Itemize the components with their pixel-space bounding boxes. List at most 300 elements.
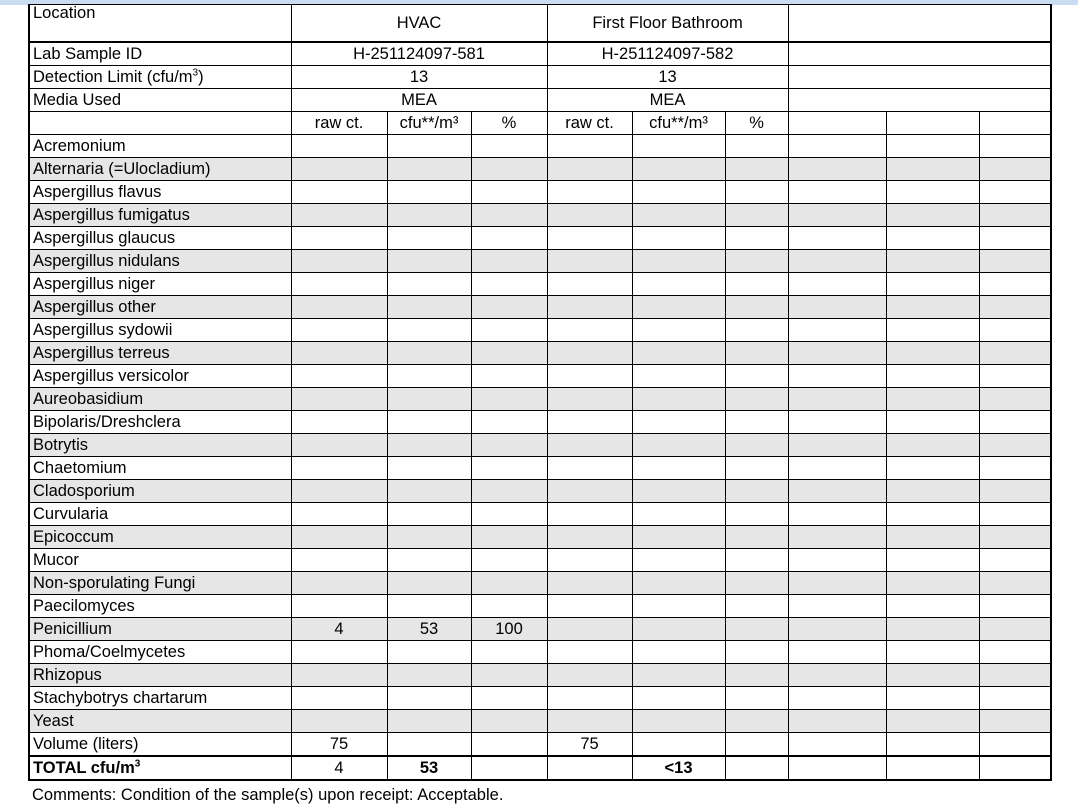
s2-raw-cell <box>547 549 632 572</box>
empty-cell <box>979 687 1051 710</box>
s2-pct-cell <box>725 687 788 710</box>
empty-cell <box>886 595 979 618</box>
table-row <box>29 687 1051 710</box>
s2-cfu-cell <box>632 434 725 457</box>
table-row <box>29 204 1051 227</box>
s2-pct-cell <box>725 365 788 388</box>
empty-cell <box>886 526 979 549</box>
volume-row <box>29 733 1051 757</box>
empty-cell <box>886 204 979 227</box>
s1-raw-cell <box>291 687 387 710</box>
s1-cfu-cell <box>387 250 471 273</box>
empty-cell <box>979 457 1051 480</box>
location-label: Location <box>29 5 291 43</box>
sample-2-detection-limit: 13 <box>547 66 788 89</box>
table-row <box>29 641 1051 664</box>
empty-cell <box>979 181 1051 204</box>
empty-sub-3 <box>979 112 1051 135</box>
empty-cell <box>788 411 886 434</box>
organism-name: Rhizopus <box>29 664 291 687</box>
table-row <box>29 480 1051 503</box>
s2-pct-cell <box>725 641 788 664</box>
total-label: TOTAL cfu/$m^3$ <box>29 756 291 780</box>
empty-cell <box>788 319 886 342</box>
s2-cfu-cell <box>632 549 725 572</box>
table-row <box>29 181 1051 204</box>
s2-pct-cell <box>725 480 788 503</box>
s1-pct-cell <box>471 342 547 365</box>
s1-volume: 75 <box>291 733 387 757</box>
empty-cell <box>788 480 886 503</box>
s2-raw-cell <box>547 480 632 503</box>
empty-sub-1 <box>788 112 886 135</box>
table-row <box>29 595 1051 618</box>
empty-cell <box>788 342 886 365</box>
table-row <box>29 457 1051 480</box>
s1-raw-cell <box>291 158 387 181</box>
empty-cell <box>788 434 886 457</box>
detection-limit-label: Detection Limit $(cfu/m^3)$ <box>29 66 291 89</box>
organism-name: Aspergillus fumigatus <box>29 204 291 227</box>
empty-lab-id-cell <box>788 42 1051 66</box>
empty-cell <box>788 756 886 780</box>
s1-cfu-cell <box>387 687 471 710</box>
s1-raw-cell: 4 <box>291 618 387 641</box>
organism-name: Cladosporium <box>29 480 291 503</box>
s1-cfu-header: cfu**/m³ <box>387 112 471 135</box>
s1-cfu-cell <box>387 319 471 342</box>
table-row <box>29 618 1051 641</box>
s1-cfu-cell <box>387 365 471 388</box>
empty-cell <box>886 342 979 365</box>
s1-total-cfu: 53 <box>387 756 471 780</box>
empty-cell <box>788 273 886 296</box>
s1-pct-cell <box>471 480 547 503</box>
s1-pct-cell <box>471 434 547 457</box>
s2-pct-cell <box>725 434 788 457</box>
s1-raw-cell <box>291 365 387 388</box>
organism-name: Aspergillus sydowii <box>29 319 291 342</box>
s2-raw-cell <box>547 572 632 595</box>
s2-raw-cell <box>547 135 632 158</box>
s2-cfu-cell <box>632 572 725 595</box>
table-row <box>29 365 1051 388</box>
s2-cfu-cell <box>632 181 725 204</box>
table-row <box>29 250 1051 273</box>
empty-sub-2 <box>886 112 979 135</box>
s1-pct-cell <box>471 457 547 480</box>
empty-cell <box>886 664 979 687</box>
organism-name: Yeast <box>29 710 291 733</box>
organism-name: Alternaria (=Ulocladium) <box>29 158 291 181</box>
s2-cfu-cell <box>632 273 725 296</box>
s1-raw-cell <box>291 549 387 572</box>
s1-raw-cell <box>291 572 387 595</box>
s2-cfu-cell <box>632 411 725 434</box>
s2-cfu-cell <box>632 687 725 710</box>
s2-raw-cell <box>547 687 632 710</box>
s1-pct-cell <box>471 411 547 434</box>
organism-name: Chaetomium <box>29 457 291 480</box>
s2-cfu-cell <box>632 250 725 273</box>
empty-cell <box>979 227 1051 250</box>
s2-pct-cell <box>725 135 788 158</box>
empty-cell <box>886 319 979 342</box>
s1-pct-cell <box>471 388 547 411</box>
organism-name: Botrytis <box>29 434 291 457</box>
empty-cell <box>788 135 886 158</box>
empty-cell <box>979 434 1051 457</box>
table-row <box>29 549 1051 572</box>
empty-cell <box>979 572 1051 595</box>
s2-pct-cell <box>725 204 788 227</box>
empty-cell <box>886 457 979 480</box>
s1-raw-cell <box>291 204 387 227</box>
s2-pct-cell <box>725 273 788 296</box>
empty-cell <box>979 618 1051 641</box>
empty-cell <box>886 365 979 388</box>
empty-cell <box>979 135 1051 158</box>
s2-raw-cell <box>547 296 632 319</box>
empty-cell <box>886 572 979 595</box>
s1-raw-cell <box>291 319 387 342</box>
organism-name: Aspergillus niger <box>29 273 291 296</box>
empty-cell <box>886 710 979 733</box>
s1-pct-cell <box>471 664 547 687</box>
empty-cell <box>788 457 886 480</box>
table-row <box>29 158 1051 181</box>
subheader-blank <box>29 112 291 135</box>
total-row <box>29 756 1051 780</box>
table-row <box>29 342 1051 365</box>
s1-cfu-cell <box>387 388 471 411</box>
empty-cell <box>632 733 725 757</box>
empty-location-cell <box>788 5 1051 43</box>
s2-cfu-cell <box>632 365 725 388</box>
s2-cfu-cell <box>632 480 725 503</box>
s2-raw-cell <box>547 710 632 733</box>
s2-raw-cell <box>547 250 632 273</box>
table-row <box>29 227 1051 250</box>
s2-raw-cell <box>547 158 632 181</box>
s1-pct-cell <box>471 250 547 273</box>
s1-pct-cell <box>471 158 547 181</box>
s2-volume: 75 <box>547 733 632 757</box>
s2-total-cfu: <13 <box>632 756 725 780</box>
s2-raw-cell <box>547 595 632 618</box>
location-row <box>29 5 1051 43</box>
s2-raw-cell <box>547 365 632 388</box>
s1-pct-cell: 100 <box>471 618 547 641</box>
s2-pct-cell <box>725 250 788 273</box>
s1-pct-cell <box>471 227 547 250</box>
s2-raw-cell <box>547 641 632 664</box>
empty-media-cell <box>788 89 1051 112</box>
s1-raw-cell <box>291 526 387 549</box>
s1-pct-cell <box>471 181 547 204</box>
empty-cell <box>788 641 886 664</box>
empty-cell <box>886 549 979 572</box>
empty-cell <box>788 250 886 273</box>
lab-id-label: Lab Sample ID <box>29 42 291 66</box>
s2-pct-cell <box>725 411 788 434</box>
s2-pct-cell <box>725 595 788 618</box>
empty-cell <box>788 526 886 549</box>
empty-cell <box>886 687 979 710</box>
empty-cell <box>788 664 886 687</box>
s1-cfu-cell <box>387 549 471 572</box>
empty-cell <box>471 733 547 757</box>
table-row <box>29 664 1051 687</box>
s1-pct-cell <box>471 526 547 549</box>
empty-cell <box>788 227 886 250</box>
table-row <box>29 319 1051 342</box>
s2-pct-header: % <box>725 112 788 135</box>
empty-cell <box>979 503 1051 526</box>
s2-raw-cell <box>547 664 632 687</box>
empty-cell <box>886 411 979 434</box>
empty-cell <box>979 365 1051 388</box>
empty-cell <box>788 365 886 388</box>
s2-cfu-cell <box>632 296 725 319</box>
empty-cell <box>979 388 1051 411</box>
s2-pct-cell <box>725 158 788 181</box>
s1-raw-cell <box>291 227 387 250</box>
organism-name: Epicoccum <box>29 526 291 549</box>
s1-pct-cell <box>471 135 547 158</box>
s1-cfu-cell <box>387 457 471 480</box>
s1-raw-cell <box>291 411 387 434</box>
empty-cell <box>788 710 886 733</box>
s1-raw-cell <box>291 595 387 618</box>
empty-cell <box>788 388 886 411</box>
empty-cell <box>979 273 1051 296</box>
organism-name: Aspergillus flavus <box>29 181 291 204</box>
empty-cell <box>886 135 979 158</box>
s1-cfu-cell <box>387 595 471 618</box>
s1-total-raw: 4 <box>291 756 387 780</box>
sample-2-location: First Floor Bathroom <box>547 5 788 43</box>
empty-cell <box>725 756 788 780</box>
s1-raw-cell <box>291 388 387 411</box>
empty-cell <box>979 756 1051 780</box>
volume-label: Volume (liters) <box>29 733 291 757</box>
empty-cell <box>788 549 886 572</box>
empty-cell <box>886 158 979 181</box>
s2-cfu-cell <box>632 457 725 480</box>
organism-name: Aureobasidium <box>29 388 291 411</box>
organism-name: Non-sporulating Fungi <box>29 572 291 595</box>
s1-cfu-cell <box>387 296 471 319</box>
s2-pct-cell <box>725 457 788 480</box>
s2-cfu-cell <box>632 641 725 664</box>
s2-pct-cell <box>725 296 788 319</box>
subheader-row <box>29 112 1051 135</box>
empty-cell <box>979 319 1051 342</box>
empty-cell <box>725 733 788 757</box>
s1-raw-cell <box>291 296 387 319</box>
s1-raw-cell <box>291 135 387 158</box>
organism-name: Stachybotrys chartarum <box>29 687 291 710</box>
empty-cell <box>979 526 1051 549</box>
organism-name: Aspergillus terreus <box>29 342 291 365</box>
s2-raw-cell <box>547 503 632 526</box>
s1-pct-cell <box>471 687 547 710</box>
s1-raw-header: raw ct. <box>291 112 387 135</box>
s2-cfu-header: cfu**/m³ <box>632 112 725 135</box>
table-row <box>29 296 1051 319</box>
empty-cell <box>979 480 1051 503</box>
s2-pct-cell <box>725 227 788 250</box>
s1-pct-cell <box>471 503 547 526</box>
media-label: Media Used <box>29 89 291 112</box>
s1-cfu-cell <box>387 204 471 227</box>
table-row <box>29 411 1051 434</box>
media-row <box>29 89 1051 112</box>
s2-cfu-cell <box>632 618 725 641</box>
empty-cell <box>788 572 886 595</box>
organism-name: Aspergillus other <box>29 296 291 319</box>
table-row <box>29 710 1051 733</box>
s1-raw-cell <box>291 641 387 664</box>
s1-raw-cell <box>291 480 387 503</box>
s1-cfu-cell <box>387 181 471 204</box>
lab-id-row <box>29 42 1051 66</box>
s2-cfu-cell <box>632 204 725 227</box>
s1-pct-cell <box>471 641 547 664</box>
s1-pct-cell <box>471 204 547 227</box>
s1-pct-cell <box>471 273 547 296</box>
empty-cell <box>979 250 1051 273</box>
organism-name: Acremonium <box>29 135 291 158</box>
empty-cell <box>788 503 886 526</box>
s1-cfu-cell <box>387 342 471 365</box>
s1-cfu-cell <box>387 434 471 457</box>
table-row <box>29 388 1051 411</box>
s2-pct-cell <box>725 618 788 641</box>
s1-raw-cell <box>291 503 387 526</box>
empty-cell <box>788 181 886 204</box>
empty-cell <box>979 549 1051 572</box>
s2-cfu-cell <box>632 135 725 158</box>
empty-cell <box>979 733 1051 757</box>
s1-pct-header: % <box>471 112 547 135</box>
empty-cell <box>788 296 886 319</box>
empty-cell <box>979 411 1051 434</box>
s2-raw-cell <box>547 227 632 250</box>
organism-name: Aspergillus versicolor <box>29 365 291 388</box>
empty-cell <box>886 618 979 641</box>
s2-cfu-cell <box>632 526 725 549</box>
sample-1-detection-limit: 13 <box>291 66 547 89</box>
s2-cfu-cell <box>632 710 725 733</box>
empty-cell <box>979 595 1051 618</box>
s1-raw-cell <box>291 181 387 204</box>
organism-name: Mucor <box>29 549 291 572</box>
empty-cell <box>979 641 1051 664</box>
s1-cfu-cell <box>387 572 471 595</box>
s2-raw-cell <box>547 319 632 342</box>
empty-cell <box>979 296 1051 319</box>
empty-cell <box>886 227 979 250</box>
s2-cfu-cell <box>632 664 725 687</box>
s1-raw-cell <box>291 342 387 365</box>
s1-cfu-cell <box>387 158 471 181</box>
s1-raw-cell <box>291 273 387 296</box>
s2-pct-cell <box>725 342 788 365</box>
organism-name: Bipolaris/Dreshclera <box>29 411 291 434</box>
table-row <box>29 572 1051 595</box>
s2-pct-cell <box>725 526 788 549</box>
s1-cfu-cell <box>387 135 471 158</box>
empty-cell <box>547 756 632 780</box>
s2-raw-cell <box>547 434 632 457</box>
empty-cell <box>886 641 979 664</box>
empty-cell <box>886 733 979 757</box>
organism-name: Penicillium <box>29 618 291 641</box>
s2-cfu-cell <box>632 595 725 618</box>
empty-cell <box>979 342 1051 365</box>
s1-raw-cell <box>291 250 387 273</box>
s2-cfu-cell <box>632 388 725 411</box>
empty-cell <box>886 181 979 204</box>
organism-name: Paecilomyces <box>29 595 291 618</box>
detection-limit-row <box>29 66 1051 89</box>
empty-cell <box>788 687 886 710</box>
s1-pct-cell <box>471 319 547 342</box>
organism-name: Curvularia <box>29 503 291 526</box>
empty-cell <box>886 503 979 526</box>
s2-raw-cell <box>547 388 632 411</box>
s1-cfu-cell <box>387 664 471 687</box>
table-row <box>29 434 1051 457</box>
s2-cfu-cell <box>632 319 725 342</box>
mold-report-table <box>28 4 1052 781</box>
s2-pct-cell <box>725 710 788 733</box>
s1-cfu-cell <box>387 503 471 526</box>
s2-pct-cell <box>725 572 788 595</box>
s2-cfu-cell <box>632 342 725 365</box>
s2-pct-cell <box>725 503 788 526</box>
s1-cfu-cell <box>387 227 471 250</box>
empty-cell <box>788 618 886 641</box>
s2-raw-header: raw ct. <box>547 112 632 135</box>
empty-cell <box>886 250 979 273</box>
sample-2-lab-id: H-251124097-582 <box>547 42 788 66</box>
s2-pct-cell <box>725 319 788 342</box>
s2-cfu-cell <box>632 158 725 181</box>
s1-pct-cell <box>471 365 547 388</box>
empty-cell <box>886 388 979 411</box>
s1-pct-cell <box>471 710 547 733</box>
s2-pct-cell <box>725 181 788 204</box>
empty-cell <box>471 756 547 780</box>
s1-cfu-cell <box>387 480 471 503</box>
table-row <box>29 135 1051 158</box>
empty-cell <box>387 733 471 757</box>
empty-cell <box>886 480 979 503</box>
s1-cfu-cell <box>387 273 471 296</box>
empty-cell <box>886 434 979 457</box>
s2-pct-cell <box>725 388 788 411</box>
sample-1-lab-id: H-251124097-581 <box>291 42 547 66</box>
s2-pct-cell <box>725 549 788 572</box>
s1-cfu-cell <box>387 526 471 549</box>
s1-cfu-cell <box>387 411 471 434</box>
empty-cell <box>979 710 1051 733</box>
s2-raw-cell <box>547 618 632 641</box>
s2-raw-cell <box>547 457 632 480</box>
